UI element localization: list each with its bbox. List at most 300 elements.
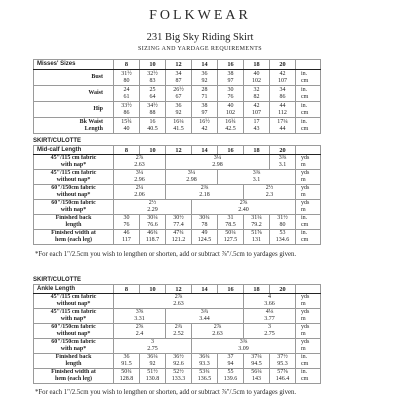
unit-cell <box>296 185 321 200</box>
unit-in: in. <box>301 354 308 360</box>
size-header: 14 <box>192 146 218 155</box>
value-cm: 64 <box>149 93 156 100</box>
measurement-cell <box>218 215 244 230</box>
yardage-cell <box>166 185 244 200</box>
measurement-cell <box>270 102 296 118</box>
value-m: 3.09 <box>238 346 249 352</box>
measurement-cell <box>270 118 296 134</box>
value-cm: 133.3 <box>171 376 186 382</box>
measurement-cell <box>114 70 140 86</box>
value-in: 38 <box>201 102 208 109</box>
value-m: 3.1 <box>278 162 287 168</box>
value-m: 2.98 <box>186 177 197 183</box>
value-in: 46 <box>123 230 130 236</box>
value-in: 16½ <box>199 118 210 125</box>
measurement-cell <box>218 230 244 245</box>
unit-m: m <box>301 331 306 337</box>
value-yds: 3¼ <box>135 170 144 176</box>
measurement-cell <box>244 86 270 102</box>
value-in: 17 <box>253 118 260 125</box>
value-in: 15¾ <box>121 118 132 125</box>
unit-cell <box>296 102 321 118</box>
value-cm: 92 <box>149 361 156 367</box>
yardage-cell <box>114 200 192 215</box>
value-yds: 2⅞ <box>213 324 222 330</box>
value-yds: 2½ <box>265 185 274 191</box>
size-header: 10 <box>140 146 166 155</box>
measurement-row <box>34 102 321 118</box>
value-in: 42 <box>279 70 286 77</box>
yardage-cell <box>244 309 296 324</box>
value-in: 53 <box>279 230 286 236</box>
unit-yds: yds <box>301 339 310 345</box>
unit-cm: cm <box>301 222 309 228</box>
unit-cm: cm <box>301 93 309 100</box>
unit-cm: cm <box>301 109 309 116</box>
measurement-cell <box>270 369 296 384</box>
body-measurements-body <box>34 60 321 134</box>
value-cm: 128.8 <box>119 376 134 382</box>
value-yds: 3⅝ <box>135 309 144 315</box>
value-cm: 117 <box>122 237 131 243</box>
size-header: 10 <box>140 60 166 70</box>
value-yds: 3¼ <box>213 155 222 161</box>
footnote: *For each 1"/2.5cm you wish to lengthen or shorten, add or subtract ⅞"/.5cm to yardages given. <box>35 389 297 396</box>
page-subtitle: SIZING AND YARDAGE REQUIREMENTS <box>137 46 262 52</box>
measurement-cell <box>244 70 270 86</box>
value-yds: 3⅜ <box>278 155 287 161</box>
value-in: 26½ <box>173 86 184 93</box>
value-in: 37¼ <box>251 354 262 360</box>
measurement-cell <box>114 354 140 369</box>
size-header: 20 <box>270 285 296 294</box>
measurement-row <box>34 369 321 384</box>
measurement-cell <box>166 70 192 86</box>
value-cm: 91.5 <box>121 361 132 367</box>
value-cm: 107 <box>252 109 261 116</box>
value-m: 3.1 <box>252 177 261 183</box>
value-in: 57⅝ <box>277 369 288 375</box>
measurement-cell <box>192 354 218 369</box>
value-cm: 136.5 <box>197 376 212 382</box>
value-cm: 87 <box>175 77 182 84</box>
unit-in: in. <box>301 70 308 77</box>
value-cm: 80 <box>123 77 130 84</box>
row-label: 45"/115 cm fabric without nap* <box>34 294 114 309</box>
size-header: 16 <box>218 285 244 294</box>
measurement-cell <box>218 70 244 86</box>
row-label: 60"/150cm fabric with nap* <box>34 339 114 354</box>
unit-yds: yds <box>301 185 310 191</box>
value-in: 16¾ <box>225 118 236 125</box>
measurement-cell <box>192 230 218 245</box>
value-in: 34 <box>175 70 182 77</box>
value-cm: 44 <box>279 125 286 132</box>
unit-yds: yds <box>301 155 310 161</box>
value-in: 30¼ <box>147 215 158 221</box>
value-in: 36 <box>123 354 130 360</box>
value-yds: 3¼ <box>187 170 196 176</box>
mid-calf-yardage-body <box>34 146 321 245</box>
value-in: 36 <box>175 102 182 109</box>
value-in: 50¼ <box>225 230 236 236</box>
measurement-cell <box>218 102 244 118</box>
measurement-cell <box>218 86 244 102</box>
measurement-cell <box>166 102 192 118</box>
size-header: 12 <box>166 60 192 70</box>
mid-calf-yardage-table <box>33 145 321 245</box>
measurement-cell <box>114 230 140 245</box>
value-cm: 127.5 <box>223 237 238 243</box>
yardage-row <box>34 200 321 215</box>
unit-yds: yds <box>301 324 310 330</box>
measurement-cell <box>114 86 140 102</box>
value-in: 28 <box>201 86 208 93</box>
unit-header <box>296 60 321 70</box>
value-in: 51⅝ <box>251 230 262 236</box>
value-cm: 102 <box>226 109 235 116</box>
yardage-cell <box>244 185 296 200</box>
value-yds: 3⅜ <box>239 339 248 345</box>
measurement-cell <box>218 354 244 369</box>
value-cm: 40.5 <box>147 125 158 132</box>
measurement-cell <box>166 354 192 369</box>
value-yds: 2⅝ <box>239 200 248 206</box>
value-cm: 78 <box>201 222 208 228</box>
value-cm: 146.4 <box>275 376 290 382</box>
unit-cell <box>296 309 321 324</box>
yardage-cell <box>218 170 296 185</box>
measurement-cell <box>140 369 166 384</box>
measurement-cell <box>166 118 192 134</box>
header-label: Mid-calf Length <box>34 146 114 155</box>
measurement-cell <box>244 215 270 230</box>
measurement-cell <box>166 86 192 102</box>
size-header: 16 <box>218 60 244 70</box>
row-label: Finished width at hem (each leg) <box>34 369 114 384</box>
value-m: 2.98 <box>212 162 223 168</box>
value-in: 17¼ <box>277 118 288 125</box>
unit-cell <box>296 118 321 134</box>
value-cm: 86 <box>279 93 286 100</box>
value-cm: 76 <box>227 93 234 100</box>
value-in: 53¾ <box>199 369 210 375</box>
value-in: 36¾ <box>199 354 210 360</box>
value-cm: 77.4 <box>173 222 184 228</box>
measurement-cell <box>270 86 296 102</box>
value-in: 32 <box>253 86 260 93</box>
value-in: 31¼ <box>251 215 262 221</box>
measurement-row <box>34 354 321 369</box>
unit-cell <box>296 230 321 245</box>
value-in: 25 <box>149 86 156 93</box>
measurement-cell <box>140 118 166 134</box>
value-in: 55 <box>227 369 234 375</box>
yardage-cell <box>244 294 296 309</box>
footnote: *For each 1"/2.5cm you wish to lengthen or shorten, add or subtract ⅞"/.5cm to yardages given. <box>35 251 297 258</box>
unit-m: m <box>301 301 306 307</box>
unit-yds: yds <box>301 200 310 206</box>
measurement-row <box>34 118 321 134</box>
measurement-cell <box>166 215 192 230</box>
value-in: 31½ <box>277 215 288 221</box>
value-in: 34 <box>279 86 286 93</box>
unit-in: in. <box>301 102 308 109</box>
value-cm: 93.3 <box>199 361 210 367</box>
measurement-row <box>34 70 321 86</box>
yardage-cell <box>270 155 296 170</box>
size-header: 8 <box>114 60 140 70</box>
value-in: 36¼ <box>147 354 158 360</box>
value-in: 40 <box>227 102 234 109</box>
row-label: 60"/150cm fabric without nap* <box>34 185 114 200</box>
value-cm: 86 <box>123 109 130 116</box>
unit-yds: yds <box>301 170 310 176</box>
yardage-cell <box>114 170 166 185</box>
size-header: 18 <box>244 60 270 70</box>
value-cm: 97 <box>201 109 208 116</box>
size-header: 20 <box>270 60 296 70</box>
value-m: 2.3 <box>265 192 274 198</box>
value-cm: 92 <box>201 77 208 84</box>
value-yds: 2½ <box>148 200 157 206</box>
unit-cell <box>296 339 321 354</box>
value-yds: 3 <box>151 339 154 345</box>
value-cm: 130.8 <box>145 376 160 382</box>
yardage-cell <box>114 309 166 324</box>
value-yds: 2⅝ <box>135 324 144 330</box>
row-label: 60"/150cm fabric without nap* <box>34 324 114 339</box>
value-m: 3.77 <box>264 316 275 322</box>
value-yds: 3¾ <box>200 309 209 315</box>
value-cm: 134.6 <box>275 237 290 243</box>
yardage-row <box>34 324 321 339</box>
unit-cell <box>296 369 321 384</box>
yardage-cell <box>114 324 166 339</box>
value-cm: 94.5 <box>251 361 262 367</box>
value-cm: 118.7 <box>145 237 160 243</box>
unit-m: m <box>301 162 306 168</box>
size-header: 14 <box>192 60 218 70</box>
size-header: 8 <box>114 285 140 294</box>
value-cm: 82 <box>253 93 260 100</box>
yardage-cell <box>114 294 244 309</box>
row-label: Finished back length <box>34 354 114 369</box>
value-cm: 95.3 <box>277 361 288 367</box>
unit-m: m <box>301 207 306 213</box>
value-in: 16 <box>149 118 156 125</box>
measurement-cell <box>140 354 166 369</box>
value-cm: 139.6 <box>223 376 238 382</box>
value-yds: 2⅞ <box>174 294 183 300</box>
row-label: Bk Waist Length <box>34 118 114 134</box>
unit-cell <box>296 354 321 369</box>
value-in: 34½ <box>147 102 158 109</box>
brand-logo: FOLKWEAR <box>149 8 251 23</box>
unit-header <box>296 146 321 155</box>
unit-in: in. <box>301 369 308 375</box>
unit-cell <box>296 70 321 86</box>
measurement-cell <box>244 354 270 369</box>
yardage-row <box>34 294 321 309</box>
value-in: 47¾ <box>173 230 184 236</box>
measurement-cell <box>166 369 192 384</box>
size-header: 8 <box>114 146 140 155</box>
value-m: 3.44 <box>199 316 210 322</box>
yardage-cell <box>166 324 192 339</box>
value-cm: 79.2 <box>251 222 262 228</box>
yardage-cell <box>166 155 270 170</box>
measurement-cell <box>218 369 244 384</box>
size-header: 10 <box>140 285 166 294</box>
value-cm: 97 <box>227 77 234 84</box>
value-m: 3.66 <box>264 301 275 307</box>
measurement-cell <box>192 70 218 86</box>
value-cm: 121.2 <box>171 237 186 243</box>
value-in: 33½ <box>121 102 132 109</box>
value-cm: 107 <box>278 77 287 84</box>
unit-in: in. <box>301 230 308 236</box>
measurement-cell <box>166 230 192 245</box>
value-in: 38 <box>227 70 234 77</box>
value-in: 31 <box>227 215 234 221</box>
measurement-cell <box>192 118 218 134</box>
value-in: 24 <box>123 86 130 93</box>
unit-cm: cm <box>301 361 309 367</box>
measurement-cell <box>140 215 166 230</box>
value-m: 2.40 <box>238 207 249 213</box>
value-yds: 2¼ <box>135 185 144 191</box>
measurement-cell <box>140 86 166 102</box>
value-m: 2.52 <box>173 331 184 337</box>
measurement-cell <box>270 354 296 369</box>
value-in: 46¾ <box>147 230 158 236</box>
size-header: 16 <box>218 146 244 155</box>
value-in: 40 <box>253 70 260 77</box>
yardage-cell <box>114 185 166 200</box>
header-label: Misses' Sizes <box>34 60 114 70</box>
measurement-row <box>34 86 321 102</box>
value-yds: 4 <box>268 294 271 300</box>
value-cm: 67 <box>175 93 182 100</box>
header-row <box>34 285 321 294</box>
value-m: 3.31 <box>134 316 145 322</box>
unit-cm: cm <box>301 125 309 132</box>
unit-cell <box>296 86 321 102</box>
value-in: 30 <box>227 86 234 93</box>
value-cm: 131 <box>252 237 261 243</box>
value-cm: 80 <box>279 222 286 228</box>
size-header: 12 <box>166 146 192 155</box>
value-cm: 61 <box>123 93 130 100</box>
value-in: 36½ <box>173 354 184 360</box>
yardage-cell <box>192 339 296 354</box>
row-label: 45"/115 cm fabric without nap* <box>34 170 114 185</box>
value-in: 44 <box>279 102 286 109</box>
value-m: 2.29 <box>147 207 158 213</box>
unit-in: in. <box>301 118 308 125</box>
ankle-yardage-body <box>34 285 321 384</box>
unit-cell <box>296 200 321 215</box>
value-cm: 41.5 <box>173 125 184 132</box>
row-label: 45"/115 cm fabric with nap* <box>34 155 114 170</box>
value-cm: 42 <box>201 125 208 132</box>
measurement-cell <box>114 118 140 134</box>
unit-cell <box>296 294 321 309</box>
yardage-row <box>34 170 321 185</box>
value-in: 32½ <box>147 70 158 77</box>
value-cm: 76.6 <box>147 222 158 228</box>
value-yds: 3⅜ <box>252 170 261 176</box>
value-cm: 94 <box>227 361 234 367</box>
value-in: 50¾ <box>121 369 132 375</box>
measurement-cell <box>270 215 296 230</box>
measurement-row <box>34 230 321 245</box>
measurement-cell <box>192 86 218 102</box>
size-header: 18 <box>244 146 270 155</box>
value-m: 2.18 <box>199 192 210 198</box>
value-yds: 3 <box>268 324 271 330</box>
measurement-cell <box>244 102 270 118</box>
yardage-cell <box>244 324 296 339</box>
value-in: 56¼ <box>251 369 262 375</box>
value-m: 2.96 <box>134 177 145 183</box>
value-cm: 112 <box>278 109 287 116</box>
value-m: 2.06 <box>134 192 145 198</box>
measurement-cell <box>192 102 218 118</box>
unit-cell <box>296 170 321 185</box>
measurement-cell <box>244 369 270 384</box>
unit-cell <box>296 215 321 230</box>
measurement-cell <box>114 369 140 384</box>
unit-cell <box>296 155 321 170</box>
measurement-cell <box>192 215 218 230</box>
ankle-yardage-table <box>33 284 321 384</box>
value-cm: 143 <box>252 376 261 382</box>
measurement-cell <box>244 118 270 134</box>
measurement-cell <box>140 102 166 118</box>
value-cm: 40 <box>123 125 130 132</box>
value-cm: 83 <box>149 77 156 84</box>
yardage-cell <box>114 155 166 170</box>
yardage-row <box>34 339 321 354</box>
measurement-cell <box>114 102 140 118</box>
unit-in: in. <box>301 215 308 221</box>
measurement-cell <box>114 215 140 230</box>
value-in: 30¾ <box>199 215 210 221</box>
value-cm: 88 <box>149 109 156 116</box>
measurement-cell <box>140 70 166 86</box>
value-in: 52½ <box>173 369 184 375</box>
value-m: 2.63 <box>134 162 145 168</box>
unit-cell <box>296 324 321 339</box>
value-in: 42 <box>253 102 260 109</box>
value-in: 37½ <box>277 354 288 360</box>
yardage-cell <box>192 200 296 215</box>
value-cm: 43 <box>253 125 260 132</box>
value-m: 2.63 <box>212 331 223 337</box>
measurement-cell <box>192 369 218 384</box>
yardage-cell <box>166 309 244 324</box>
unit-cm: cm <box>301 77 309 84</box>
value-m: 2.75 <box>264 331 275 337</box>
size-header: 20 <box>270 146 296 155</box>
header-label: Ankle Length <box>34 285 114 294</box>
value-in: 16¼ <box>173 118 184 125</box>
value-in: 30 <box>123 215 130 221</box>
value-m: 2.75 <box>147 346 158 352</box>
page-title: 231 Big Sky Riding Skirt <box>146 32 254 43</box>
